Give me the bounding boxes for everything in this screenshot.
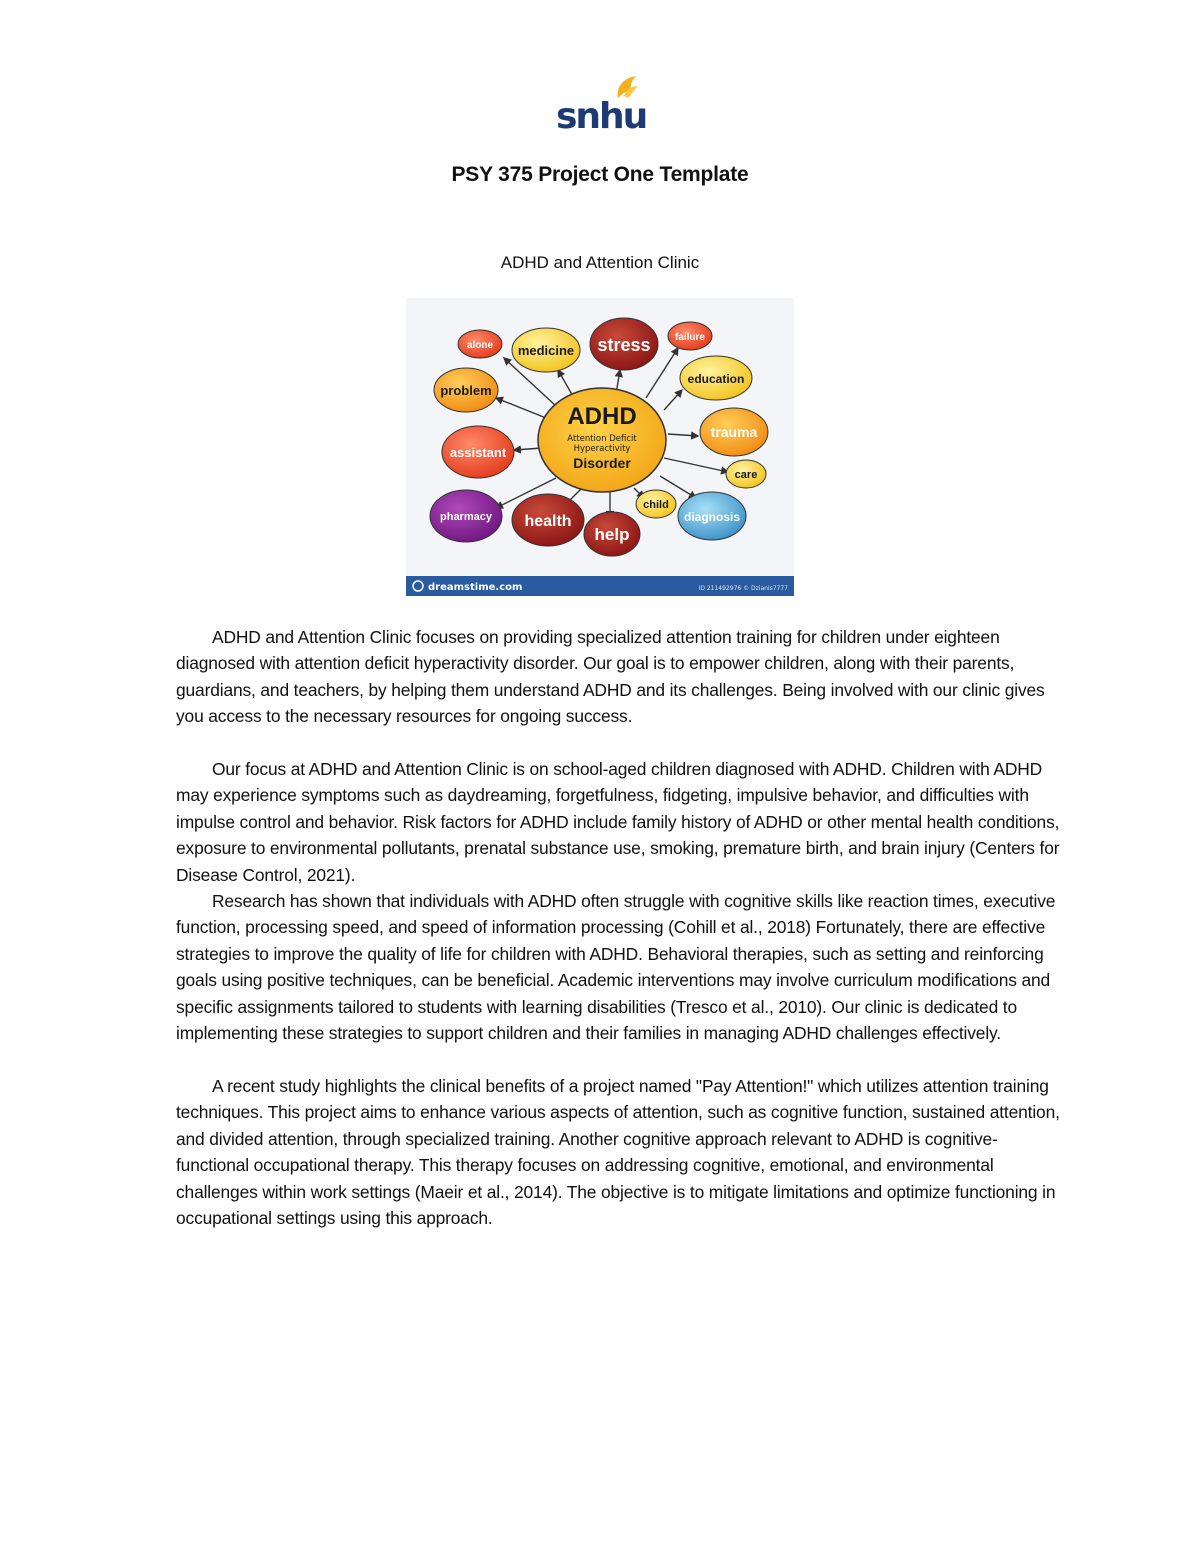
bubble-problem: problem — [440, 383, 492, 398]
bubble-child: child — [643, 499, 669, 511]
paragraph-3: Research has shown that individuals with ADHD often struggle with cognitive skills like reaction times, executive function, processing speed, and speed of information processing (Cohill et al., 2018) Fortunately, there are effective strategies to improve the quality of life for children with ADHD. Behavioral therapies, such as setting and reinforcing goals using positive techniques, can be beneficial. Academic interventions may involve curriculum modifications and specific assignments tailored to students with learning disabilities (Tresco et al., 2010). Our clinic is dedicated to implementing these strategies to support children and their families in managing ADHD challenges effectively. — [176, 891, 1056, 1044]
center-line-2: Hyperactivity — [573, 444, 631, 454]
bubble-alone: alone — [466, 340, 494, 351]
bubble-health: health — [524, 513, 572, 530]
bubble-care: care — [734, 469, 758, 481]
logo-text: snhu — [556, 96, 647, 134]
adhd-mindmap-image — [406, 298, 794, 596]
watermark-text: dreamstime.com — [428, 582, 523, 593]
bubble-stress: stress — [597, 335, 651, 355]
document-body — [176, 624, 1066, 1231]
center-title: ADHD — [567, 403, 637, 430]
bubble-assistant: assistant — [449, 445, 507, 460]
center-line-3: Disorder — [573, 455, 631, 471]
center-line-1: Attention Deficit — [567, 434, 637, 444]
bubble-education: education — [687, 372, 745, 386]
bubble-trauma: trauma — [710, 424, 758, 440]
paragraph-4: A recent study highlights the clinical benefits of a project named "Pay Attention!" which utilizes attention training techniques. This project aims to enhance various aspects of attention, such as cognitive function, sustained attention, and divided attention, through specialized training. Another cognitive approach relevant to ADHD is cognitive-functional occupational therapy. This therapy focuses on addressing cognitive, emotional, and environmental challenges within work settings (Maeir et al., 2014). The objective is to mitigate limitations and optimize functioning in occupational settings using this approach. — [176, 1075, 1060, 1228]
bubble-medicine: medicine — [517, 343, 575, 358]
bubble-help: help — [594, 525, 630, 544]
bubble-diagnosis: diagnosis — [683, 510, 741, 524]
bubble-pharmacy: pharmacy — [440, 511, 492, 523]
snhu-logo — [540, 72, 660, 134]
watermark-id: ID 211492976 © Dzianis7777 — [698, 585, 788, 592]
document-title: PSY 375 Project One Template — [451, 163, 749, 186]
document-subtitle: ADHD and Attention Clinic — [500, 253, 700, 272]
paragraph-1: ADHD and Attention Clinic focuses on providing specialized attention training for children under eighteen diagnosed with attention deficit hyperactivity disorder. Our goal is to empower children, along with their parents, guardians, and teachers, by helping them understand ADHD and its challenges. Being involved with our clinic gives you access to the necessary resources for ongoing success. — [176, 627, 1045, 727]
bubble-failure: failure — [674, 332, 706, 343]
paragraph-2: Our focus at ADHD and Attention Clinic is on school-aged children diagnosed with ADHD. Children with ADHD may experience symptoms such as daydreaming, forgetfulness, fidgeting, impulsive behavior, and difficulties with impulse control and behavior. Risk factors for ADHD include family history of ADHD or other mental health conditions, exposure to environmental pollutants, prenatal substance use, smoking, premature birth, and brain injury (Centers for Disease Control, 2021). — [176, 759, 1060, 885]
